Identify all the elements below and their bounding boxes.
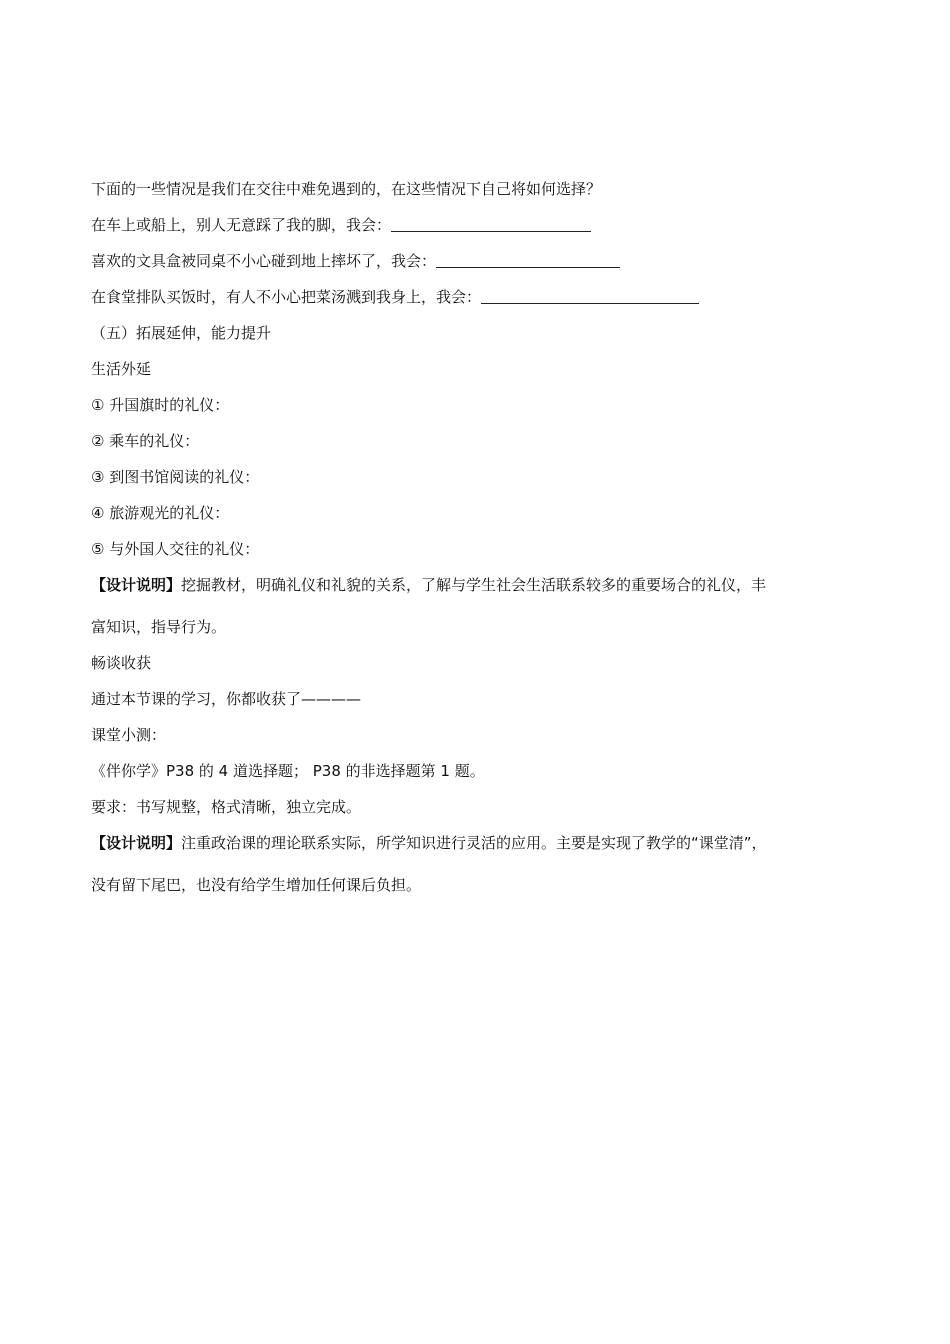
etiquette-item-2: ② 乘车的礼仪：	[91, 432, 200, 450]
design-note-2-line1: 注重政治课的理论联系实际，所学知识进行灵活的应用。主要是实现了教学的“课堂清”，	[181, 834, 767, 852]
design-note-2-label: 【设计说明】	[91, 834, 182, 852]
section-5-title: （五）拓展延伸，能力提升	[91, 324, 272, 342]
etiquette-item-1: ① 升国旗时的礼仪：	[91, 396, 230, 414]
intro-text: 下面的一些情况是我们在交往中难免遇到的，在这些情况下自己将如何选择？	[91, 180, 602, 198]
etiquette-item-3: ③ 到图书馆阅读的礼仪：	[91, 468, 260, 486]
design-note-2	[91, 832, 881, 896]
harvest-title: 畅谈收获	[91, 654, 152, 672]
scenario-2	[91, 250, 881, 272]
design-note-1	[91, 574, 881, 638]
scenario-1	[91, 214, 881, 236]
design-note-2-line2: 没有留下尾巴，也没有给学生增加任何课后负担。	[91, 876, 422, 894]
design-note-1-line1: 挖掘教材，明确礼仪和礼貌的关系，了解与学生社会生活联系较多的重要场合的礼仪，丰	[181, 576, 767, 594]
etiquette-item-5: ⑤ 与外国人交往的礼仪：	[91, 540, 260, 558]
requirement-text: 要求：书写规整，格式清晰，独立完成。	[91, 798, 362, 816]
quiz-text: 《伴你学》P38 的 4 道选择题； P38 的非选择题第 1 题。	[91, 762, 485, 780]
life-extension-title: 生活外延	[91, 360, 152, 378]
scenario-2-text: 喜欢的文具盒被同桌不小心碰到地上摔坏了，我会：	[91, 252, 437, 270]
answer-blank-1[interactable]	[391, 215, 591, 232]
answer-blank-2[interactable]	[436, 251, 620, 268]
etiquette-item-4: ④ 旅游观光的礼仪：	[91, 504, 230, 522]
answer-blank-3[interactable]	[481, 287, 699, 304]
quiz-title: 课堂小测：	[91, 726, 167, 744]
scenario-3	[91, 286, 881, 308]
harvest-text: 通过本节课的学习，你都收获了————	[91, 690, 362, 708]
document-body	[91, 178, 881, 896]
scenario-1-text: 在车上或船上，别人无意踩了我的脚，我会：	[91, 216, 392, 234]
design-note-1-line2: 富知识，指导行为。	[91, 618, 227, 636]
design-note-1-label: 【设计说明】	[91, 576, 182, 594]
scenario-3-text: 在食堂排队买饭时，有人不小心把菜汤溅到我身上，我会：	[91, 288, 482, 306]
